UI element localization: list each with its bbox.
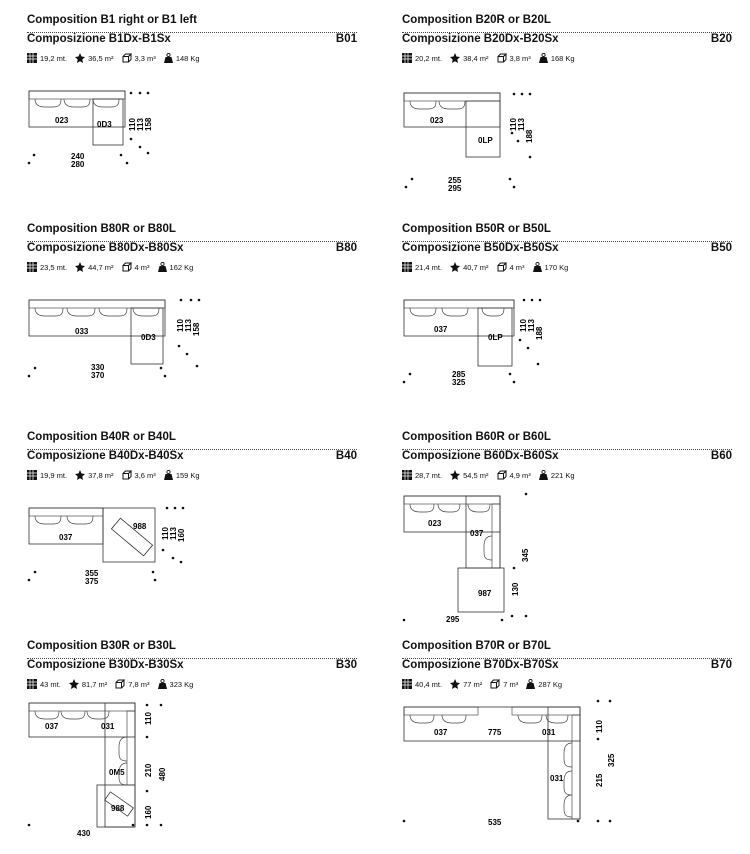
side-backrest (572, 715, 580, 819)
dimension-label: 285 (452, 370, 466, 379)
specs-row (402, 261, 576, 273)
module-label: 988 (111, 804, 125, 813)
weight-value: 168 Kg (550, 53, 575, 63)
cushions (35, 516, 93, 524)
leather-value: 44,7 m² (88, 262, 114, 272)
module-label: 0LP (488, 333, 503, 342)
weight-icon (164, 470, 173, 480)
composition-title-en: Composition B20R or B20L (402, 14, 551, 26)
composition-code: B30 (335, 659, 357, 671)
dimension-label: 375 (85, 577, 99, 586)
composition-title-it: Composizione B30Dx-B30Sx (27, 659, 184, 671)
dimension-label: 113 (169, 527, 178, 540)
side-cushions (564, 743, 572, 817)
fabric-icon (27, 262, 37, 272)
module-label: 0D3 (141, 333, 156, 342)
dimension-label: 113 (517, 118, 526, 131)
side-backrest (127, 711, 135, 785)
fabric-icon (27, 470, 37, 480)
volume-icon (497, 53, 507, 63)
dimension-label: 110 (519, 319, 528, 332)
volume-value: 7 m³ (503, 679, 519, 689)
dimension-label: 160 (144, 805, 153, 819)
volume-value: 7,8 m³ (128, 679, 150, 689)
module-label: 037 (434, 325, 448, 334)
fabric-icon (402, 470, 412, 480)
fabric-icon (402, 679, 412, 689)
composition-code: B50 (710, 242, 732, 254)
dimension-label: 325 (607, 753, 616, 767)
module-label: 775 (488, 728, 502, 737)
fabric-icon (402, 262, 412, 272)
leather-value: 77 m² (463, 679, 483, 689)
floor-plan-b60 (402, 486, 732, 631)
module-label: 987 (478, 589, 492, 598)
dimension-label: 188 (535, 326, 544, 340)
cushions (35, 99, 119, 107)
dimension-label: 240 (71, 152, 85, 161)
composition-title-it: Composizione B60Dx-B60Sx (402, 450, 559, 462)
composition-code: B80 (335, 242, 357, 254)
fabric-value: 19,9 mt. (40, 470, 68, 480)
side-cushions (119, 737, 127, 785)
module-label: 037 (470, 529, 484, 538)
module-label: 988 (133, 522, 147, 531)
dimension-label: 110 (128, 118, 137, 131)
fabric-value: 43 mt. (40, 679, 61, 689)
specs-row (27, 469, 208, 481)
leather-icon (75, 262, 85, 272)
chaise-longue (466, 101, 500, 157)
module-label: 0M5 (109, 768, 125, 777)
leather-icon (450, 262, 460, 272)
dimension-label: 535 (488, 818, 502, 827)
cushions (410, 308, 504, 316)
cushions (410, 715, 568, 723)
composition-code: B40 (335, 450, 357, 462)
dimension-label: 370 (91, 371, 105, 380)
composition-code: B60 (710, 450, 732, 462)
dimension-label: 110 (161, 527, 170, 540)
specs-row (27, 678, 201, 690)
composition-card-b50 (402, 223, 732, 423)
ottoman-block (103, 508, 155, 562)
dimension-label: 330 (91, 363, 105, 372)
volume-value: 4,9 m³ (509, 470, 531, 480)
cushions (35, 711, 109, 719)
module-label: 031 (542, 728, 556, 737)
side-backrest (492, 504, 500, 568)
module-label: 023 (428, 519, 442, 528)
composition-title-it: Composizione B70Dx-B70Sx (402, 659, 559, 671)
dimension-label: 430 (77, 829, 91, 838)
leather-value: 40,7 m² (463, 262, 489, 272)
dimension-label: 110 (176, 319, 185, 332)
weight-value: 287 Kg (538, 679, 563, 689)
floor-plan-b70 (402, 695, 732, 840)
module-label: 037 (45, 722, 59, 731)
leather-value: 54,5 m² (463, 470, 489, 480)
dimension-label: 160 (177, 528, 186, 542)
dimension-label: 215 (595, 773, 604, 787)
dimension-label: 345 (521, 548, 530, 562)
dimension-dots (28, 299, 201, 378)
sofa-backrest (29, 703, 135, 711)
composition-title-it: Composizione B50Dx-B50Sx (402, 242, 559, 254)
module-label: 023 (55, 116, 69, 125)
composition-code: B01 (335, 33, 357, 45)
volume-icon (115, 679, 125, 689)
sofa-base (29, 703, 135, 737)
volume-value: 4 m³ (509, 262, 525, 272)
weight-value: 323 Kg (169, 679, 194, 689)
fabric-value: 20,2 mt. (415, 53, 443, 63)
floor-plan-b80 (27, 278, 357, 423)
module-label: 037 (434, 728, 448, 737)
dimension-label: 355 (85, 569, 99, 578)
dimension-label: 110 (595, 720, 604, 733)
sofa-backrest (29, 300, 165, 308)
composition-title-en: Composition B50R or B50L (402, 223, 551, 235)
sofa-backrest (404, 496, 500, 504)
weight-value: 162 Kg (169, 262, 194, 272)
volume-icon (122, 470, 132, 480)
dimension-label: 280 (71, 160, 85, 169)
fabric-value: 21,4 mt. (415, 262, 443, 272)
composition-title-en: Composition B40R or B40L (27, 431, 176, 443)
weight-value: 159 Kg (175, 470, 200, 480)
floor-plan-b30 (27, 695, 357, 840)
dimension-label: 480 (158, 767, 167, 781)
dimension-label: 325 (452, 378, 466, 387)
volume-icon (497, 470, 507, 480)
leather-value: 37,8 m² (88, 470, 114, 480)
sofa-base (404, 300, 514, 336)
leather-value: 81,7 m² (81, 679, 108, 689)
composition-title-en: Composition B1 right or B1 left (27, 14, 197, 26)
fabric-value: 40,4 mt. (415, 679, 443, 689)
dimension-label: 295 (448, 184, 462, 193)
module-label: 031 (550, 774, 564, 783)
module-label: 031 (101, 722, 115, 731)
dimension-dots (405, 93, 532, 189)
weight-value: 221 Kg (550, 470, 575, 480)
leather-icon (75, 53, 85, 63)
fabric-icon (402, 53, 412, 63)
composition-card-b01 (27, 14, 357, 214)
module-label: 0D3 (97, 120, 112, 129)
composition-card-b30 (27, 640, 357, 840)
weight-icon (158, 262, 167, 272)
dimension-dots (403, 299, 542, 384)
composition-title-it: Composizione B20Dx-B20Sx (402, 33, 559, 45)
specs-row (402, 678, 570, 690)
leather-icon (450, 53, 460, 63)
leather-value: 36,5 m² (88, 53, 114, 63)
composition-title-en: Composition B80R or B80L (27, 223, 176, 235)
fabric-value: 28,7 mt. (415, 470, 443, 480)
fabric-value: 23,5 mt. (40, 262, 68, 272)
volume-value: 3,8 m³ (509, 53, 531, 63)
dimension-label: 158 (192, 322, 201, 336)
cushions (35, 308, 159, 316)
composition-title-en: Composition B60R or B60L (402, 431, 551, 443)
dimension-label: 188 (525, 129, 534, 143)
leather-icon (450, 679, 460, 689)
sofa-base (29, 300, 165, 336)
dimension-label: 113 (136, 118, 145, 131)
composition-code: B70 (710, 659, 732, 671)
floor-plan-b01 (27, 69, 357, 214)
floor-plan-b20 (402, 69, 732, 214)
volume-icon (497, 262, 507, 272)
weight-value: 170 Kg (544, 262, 569, 272)
composition-card-b20 (402, 14, 732, 214)
weight-icon (526, 679, 535, 689)
specs-row (402, 52, 583, 64)
dimension-label: 210 (144, 763, 153, 777)
dimension-label: 255 (448, 176, 462, 185)
weight-icon (164, 53, 173, 63)
leather-value: 38,4 m² (463, 53, 489, 63)
fabric-icon (27, 679, 37, 689)
sofa-backrest-left (404, 707, 478, 715)
volume-value: 3,3 m³ (134, 53, 156, 63)
composition-title-it: Composizione B40Dx-B40Sx (27, 450, 184, 462)
composition-card-b60 (402, 431, 732, 631)
composition-title-en: Composition B70R or B70L (402, 640, 551, 652)
weight-icon (539, 470, 548, 480)
composition-title-it: Composizione B80Dx-B80Sx (27, 242, 184, 254)
weight-icon (533, 262, 542, 272)
dimension-label: 110 (144, 712, 153, 725)
floor-plan-b50 (402, 278, 732, 423)
volume-value: 3,6 m³ (134, 470, 156, 480)
leather-icon (450, 470, 460, 480)
module-label: 0LP (478, 136, 493, 145)
sofa-backrest (29, 91, 125, 99)
sofa-backrest (404, 93, 500, 101)
composition-card-b70 (402, 640, 732, 840)
specs-row (27, 261, 201, 273)
specs-row (27, 52, 208, 64)
fabric-value: 19,2 mt. (40, 53, 68, 63)
dimension-label: 113 (184, 319, 193, 332)
fabric-icon (27, 53, 37, 63)
cushions (410, 101, 465, 109)
leather-icon (75, 470, 85, 480)
composition-title-it: Composizione B1Dx-B1Sx (27, 33, 171, 45)
weight-value: 148 Kg (175, 53, 200, 63)
daybed-module (111, 518, 152, 556)
dimension-label: 295 (446, 615, 460, 624)
composition-title-en: Composition B30R or B30L (27, 640, 176, 652)
sofa-backrest (29, 508, 103, 516)
specs-row (402, 469, 583, 481)
dimension-label: 158 (144, 117, 153, 131)
composition-code: B20 (710, 33, 732, 45)
dimension-label: 113 (527, 319, 536, 332)
volume-icon (490, 679, 500, 689)
volume-icon (122, 53, 132, 63)
weight-icon (539, 53, 548, 63)
module-label: 033 (75, 327, 89, 336)
sofa-backrest-right (512, 707, 580, 715)
dimension-label: 130 (511, 582, 520, 596)
module-label: 023 (430, 116, 444, 125)
leather-icon (69, 679, 79, 689)
sofa-backrest (404, 300, 514, 308)
module-label: 037 (59, 533, 73, 542)
volume-value: 4 m³ (134, 262, 150, 272)
weight-icon (158, 679, 167, 689)
volume-icon (122, 262, 132, 272)
composition-card-b40 (27, 431, 357, 631)
sofa-base (404, 496, 500, 532)
dimension-label: 110 (509, 118, 518, 131)
composition-card-b80 (27, 223, 357, 423)
floor-plan-b40 (27, 486, 357, 631)
sofa-base (404, 93, 500, 127)
